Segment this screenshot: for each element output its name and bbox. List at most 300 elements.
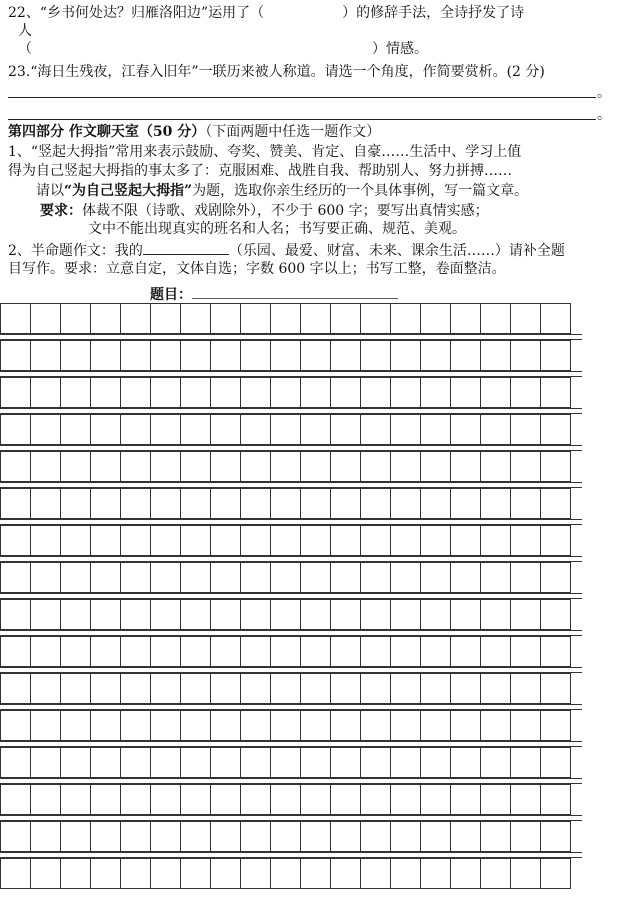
grid-cell[interactable] [270,710,301,741]
grid-cell[interactable] [510,636,541,667]
grid-cell[interactable] [360,488,391,519]
grid-cell[interactable] [240,340,271,371]
grid-cell[interactable] [540,377,571,408]
grid-cell[interactable] [270,821,301,852]
grid-cell[interactable] [540,525,571,556]
grid-cell[interactable] [480,525,511,556]
grid-cell[interactable] [210,673,241,704]
grid-cell[interactable] [300,784,331,815]
grid-cell[interactable] [450,710,481,741]
grid-cell[interactable] [270,747,301,778]
grid-cell[interactable] [30,710,61,741]
grid-cell[interactable] [330,858,361,889]
grid-cell[interactable] [420,784,451,815]
grid-cell[interactable] [90,784,121,815]
grid-cell[interactable] [480,784,511,815]
grid-cell[interactable] [300,673,331,704]
grid-cell[interactable] [300,821,331,852]
grid-cell[interactable] [510,673,541,704]
grid-cell[interactable] [60,747,91,778]
grid-cell[interactable] [540,599,571,630]
grid-cell[interactable] [180,747,211,778]
grid-cell[interactable] [450,414,481,445]
grid-cell[interactable] [510,414,541,445]
grid-cell[interactable] [540,303,571,334]
grid-cell[interactable] [180,673,211,704]
grid-cell[interactable] [60,599,91,630]
grid-cell[interactable] [360,784,391,815]
grid-cell[interactable] [270,562,301,593]
grid-cell[interactable] [390,488,421,519]
grid-cell[interactable] [180,599,211,630]
q23-answer-line-2[interactable] [8,119,596,120]
grid-cell[interactable] [0,636,31,667]
grid-cell[interactable] [360,747,391,778]
grid-cell[interactable] [450,525,481,556]
grid-cell[interactable] [60,562,91,593]
grid-cell[interactable] [540,451,571,482]
grid-cell[interactable] [300,525,331,556]
grid-cell[interactable] [300,303,331,334]
grid-cell[interactable] [420,488,451,519]
grid-cell[interactable] [330,488,361,519]
grid-cell[interactable] [150,710,181,741]
grid-cell[interactable] [90,340,121,371]
grid-cell[interactable] [90,562,121,593]
grid-cell[interactable] [90,747,121,778]
grid-cell[interactable] [0,303,31,334]
grid-cell[interactable] [420,858,451,889]
grid-cell[interactable] [450,303,481,334]
grid-cell[interactable] [240,747,271,778]
grid-cell[interactable] [210,636,241,667]
grid-cell[interactable] [30,525,61,556]
grid-cell[interactable] [90,599,121,630]
grid-cell[interactable] [510,303,541,334]
grid-cell[interactable] [240,636,271,667]
grid-cell[interactable] [180,377,211,408]
grid-cell[interactable] [270,784,301,815]
grid-cell[interactable] [0,488,31,519]
grid-cell[interactable] [330,747,361,778]
grid-cell[interactable] [240,599,271,630]
grid-cell[interactable] [450,784,481,815]
grid-cell[interactable] [120,414,151,445]
grid-cell[interactable] [510,821,541,852]
grid-cell[interactable] [300,636,331,667]
grid-cell[interactable] [120,784,151,815]
grid-cell[interactable] [420,710,451,741]
grid-cell[interactable] [390,562,421,593]
grid-cell[interactable] [60,710,91,741]
grid-cell[interactable] [90,414,121,445]
grid-cell[interactable] [540,858,571,889]
grid-cell[interactable] [360,562,391,593]
grid-cell[interactable] [540,414,571,445]
grid-cell[interactable] [300,414,331,445]
grid-cell[interactable] [330,784,361,815]
grid-cell[interactable] [150,525,181,556]
grid-cell[interactable] [300,377,331,408]
grid-cell[interactable] [240,303,271,334]
grid-cell[interactable] [60,451,91,482]
grid-cell[interactable] [0,340,31,371]
grid-cell[interactable] [420,414,451,445]
grid-cell[interactable] [450,377,481,408]
grid-cell[interactable] [510,599,541,630]
grid-cell[interactable] [60,303,91,334]
grid-cell[interactable] [210,710,241,741]
grid-cell[interactable] [420,821,451,852]
grid-cell[interactable] [330,303,361,334]
grid-cell[interactable] [210,747,241,778]
grid-cell[interactable] [90,821,121,852]
grid-cell[interactable] [30,488,61,519]
grid-cell[interactable] [120,599,151,630]
grid-cell[interactable] [450,747,481,778]
grid-cell[interactable] [510,525,541,556]
grid-cell[interactable] [330,377,361,408]
grid-cell[interactable] [180,303,211,334]
grid-cell[interactable] [300,710,331,741]
grid-cell[interactable] [90,525,121,556]
grid-cell[interactable] [30,636,61,667]
grid-cell[interactable] [0,747,31,778]
grid-cell[interactable] [180,562,211,593]
grid-cell[interactable] [300,340,331,371]
grid-cell[interactable] [330,821,361,852]
grid-cell[interactable] [330,710,361,741]
grid-cell[interactable] [120,858,151,889]
grid-cell[interactable] [330,562,361,593]
grid-cell[interactable] [480,710,511,741]
grid-cell[interactable] [420,525,451,556]
grid-cell[interactable] [30,821,61,852]
grid-cell[interactable] [360,451,391,482]
grid-cell[interactable] [150,747,181,778]
grid-cell[interactable] [120,562,151,593]
grid-cell[interactable] [540,747,571,778]
grid-cell[interactable] [240,451,271,482]
grid-cell[interactable] [210,488,241,519]
grid-cell[interactable] [150,821,181,852]
grid-cell[interactable] [450,340,481,371]
grid-cell[interactable] [420,599,451,630]
grid-cell[interactable] [390,710,421,741]
grid-cell[interactable] [150,303,181,334]
grid-cell[interactable] [90,451,121,482]
grid-cell[interactable] [480,858,511,889]
grid-cell[interactable] [180,858,211,889]
grid-cell[interactable] [120,340,151,371]
grid-cell[interactable] [180,710,211,741]
grid-cell[interactable] [180,414,211,445]
grid-cell[interactable] [240,821,271,852]
grid-cell[interactable] [540,673,571,704]
grid-cell[interactable] [120,710,151,741]
grid-cell[interactable] [300,858,331,889]
grid-cell[interactable] [360,599,391,630]
grid-cell[interactable] [120,451,151,482]
grid-cell[interactable] [90,488,121,519]
grid-cell[interactable] [150,599,181,630]
grid-cell[interactable] [90,673,121,704]
grid-cell[interactable] [360,340,391,371]
grid-cell[interactable] [420,562,451,593]
grid-cell[interactable] [60,377,91,408]
grid-cell[interactable] [30,562,61,593]
grid-cell[interactable] [300,747,331,778]
grid-cell[interactable] [480,303,511,334]
grid-cell[interactable] [330,340,361,371]
grid-cell[interactable] [540,821,571,852]
grid-cell[interactable] [390,451,421,482]
grid-cell[interactable] [390,747,421,778]
grid-cell[interactable] [120,303,151,334]
grid-cell[interactable] [120,488,151,519]
grid-cell[interactable] [60,340,91,371]
grid-cell[interactable] [300,451,331,482]
grid-cell[interactable] [510,710,541,741]
grid-cell[interactable] [150,858,181,889]
grid-cell[interactable] [180,488,211,519]
grid-cell[interactable] [420,451,451,482]
grid-cell[interactable] [180,821,211,852]
grid-cell[interactable] [480,821,511,852]
grid-cell[interactable] [450,451,481,482]
grid-cell[interactable] [210,414,241,445]
grid-cell[interactable] [390,673,421,704]
grid-cell[interactable] [540,710,571,741]
grid-cell[interactable] [330,525,361,556]
grid-cell[interactable] [90,377,121,408]
grid-cell[interactable] [240,562,271,593]
grid-cell[interactable] [150,636,181,667]
grid-cell[interactable] [420,747,451,778]
grid-cell[interactable] [60,858,91,889]
grid-cell[interactable] [90,303,121,334]
grid-cell[interactable] [0,673,31,704]
grid-cell[interactable] [0,562,31,593]
grid-cell[interactable] [120,377,151,408]
grid-cell[interactable] [390,377,421,408]
grid-cell[interactable] [30,599,61,630]
grid-cell[interactable] [450,599,481,630]
grid-cell[interactable] [240,488,271,519]
grid-cell[interactable] [480,747,511,778]
grid-cell[interactable] [390,821,421,852]
grid-cell[interactable] [480,340,511,371]
grid-cell[interactable] [120,747,151,778]
grid-cell[interactable] [360,710,391,741]
grid-cell[interactable] [330,414,361,445]
grid-cell[interactable] [480,488,511,519]
grid-cell[interactable] [360,377,391,408]
grid-cell[interactable] [300,488,331,519]
grid-cell[interactable] [420,636,451,667]
grid-cell[interactable] [540,340,571,371]
grid-cell[interactable] [30,858,61,889]
grid-cell[interactable] [60,525,91,556]
grid-cell[interactable] [510,488,541,519]
grid-cell[interactable] [210,784,241,815]
grid-cell[interactable] [210,303,241,334]
grid-cell[interactable] [240,673,271,704]
grid-cell[interactable] [480,451,511,482]
grid-cell[interactable] [180,340,211,371]
grid-cell[interactable] [390,784,421,815]
grid-cell[interactable] [210,599,241,630]
grid-cell[interactable] [480,673,511,704]
grid-cell[interactable] [30,303,61,334]
grid-cell[interactable] [270,414,301,445]
grid-cell[interactable] [510,784,541,815]
grid-cell[interactable] [240,525,271,556]
grid-cell[interactable] [90,636,121,667]
grid-cell[interactable] [480,377,511,408]
grid-cell[interactable] [60,673,91,704]
grid-cell[interactable] [90,858,121,889]
grid-cell[interactable] [390,525,421,556]
grid-cell[interactable] [420,673,451,704]
grid-cell[interactable] [360,636,391,667]
grid-cell[interactable] [540,784,571,815]
grid-cell[interactable] [480,562,511,593]
grid-cell[interactable] [360,858,391,889]
grid-cell[interactable] [30,784,61,815]
grid-cell[interactable] [60,821,91,852]
grid-cell[interactable] [390,858,421,889]
grid-cell[interactable] [60,784,91,815]
grid-cell[interactable] [0,599,31,630]
grid-cell[interactable] [180,451,211,482]
grid-cell[interactable] [270,525,301,556]
grid-cell[interactable] [390,414,421,445]
grid-cell[interactable] [30,673,61,704]
grid-cell[interactable] [30,340,61,371]
grid-cell[interactable] [480,636,511,667]
grid-cell[interactable] [360,525,391,556]
grid-cell[interactable] [360,821,391,852]
grid-cell[interactable] [0,414,31,445]
grid-cell[interactable] [270,377,301,408]
grid-cell[interactable] [0,784,31,815]
grid-cell[interactable] [270,673,301,704]
grid-cell[interactable] [150,784,181,815]
grid-cell[interactable] [450,636,481,667]
grid-cell[interactable] [510,858,541,889]
grid-cell[interactable] [420,377,451,408]
grid-cell[interactable] [150,414,181,445]
grid-cell[interactable] [390,636,421,667]
grid-cell[interactable] [30,747,61,778]
grid-cell[interactable] [210,377,241,408]
grid-cell[interactable] [360,414,391,445]
grid-cell[interactable] [510,747,541,778]
grid-cell[interactable] [270,451,301,482]
grid-cell[interactable] [0,710,31,741]
grid-cell[interactable] [540,562,571,593]
grid-cell[interactable] [0,451,31,482]
grid-cell[interactable] [540,488,571,519]
grid-cell[interactable] [270,488,301,519]
grid-cell[interactable] [210,821,241,852]
grid-cell[interactable] [330,673,361,704]
grid-cell[interactable] [180,636,211,667]
grid-cell[interactable] [450,821,481,852]
grid-cell[interactable] [510,340,541,371]
grid-cell[interactable] [0,377,31,408]
grid-cell[interactable] [240,710,271,741]
grid-cell[interactable] [270,303,301,334]
grid-cell[interactable] [450,562,481,593]
grid-cell[interactable] [30,451,61,482]
q23-answer-line-1[interactable] [8,97,596,98]
grid-cell[interactable] [150,451,181,482]
grid-cell[interactable] [270,858,301,889]
grid-cell[interactable] [510,562,541,593]
grid-cell[interactable] [240,858,271,889]
grid-cell[interactable] [240,377,271,408]
grid-cell[interactable] [330,599,361,630]
grid-cell[interactable] [360,673,391,704]
grid-cell[interactable] [300,599,331,630]
grid-cell[interactable] [60,488,91,519]
grid-cell[interactable] [270,636,301,667]
grid-cell[interactable] [150,562,181,593]
title-input-line[interactable] [192,284,398,299]
essay2-title-blank[interactable] [143,240,229,255]
grid-cell[interactable] [0,525,31,556]
grid-cell[interactable] [450,488,481,519]
grid-cell[interactable] [120,636,151,667]
grid-cell[interactable] [360,303,391,334]
grid-cell[interactable] [0,821,31,852]
grid-cell[interactable] [150,673,181,704]
grid-cell[interactable] [540,636,571,667]
grid-cell[interactable] [390,340,421,371]
grid-cell[interactable] [150,377,181,408]
grid-cell[interactable] [120,821,151,852]
grid-cell[interactable] [510,451,541,482]
grid-cell[interactable] [300,562,331,593]
grid-cell[interactable] [120,525,151,556]
grid-cell[interactable] [420,340,451,371]
grid-cell[interactable] [180,525,211,556]
grid-cell[interactable] [450,673,481,704]
grid-cell[interactable] [60,636,91,667]
grid-cell[interactable] [30,414,61,445]
grid-cell[interactable] [480,599,511,630]
grid-cell[interactable] [480,414,511,445]
grid-cell[interactable] [510,377,541,408]
grid-cell[interactable] [240,414,271,445]
grid-cell[interactable] [390,303,421,334]
grid-cell[interactable] [420,303,451,334]
grid-cell[interactable] [210,340,241,371]
grid-cell[interactable] [0,858,31,889]
grid-cell[interactable] [210,451,241,482]
grid-cell[interactable] [120,673,151,704]
grid-cell[interactable] [240,784,271,815]
grid-cell[interactable] [270,340,301,371]
grid-cell[interactable] [180,784,211,815]
grid-cell[interactable] [90,710,121,741]
grid-cell[interactable] [210,562,241,593]
grid-cell[interactable] [330,636,361,667]
grid-cell[interactable] [330,451,361,482]
grid-cell[interactable] [270,599,301,630]
